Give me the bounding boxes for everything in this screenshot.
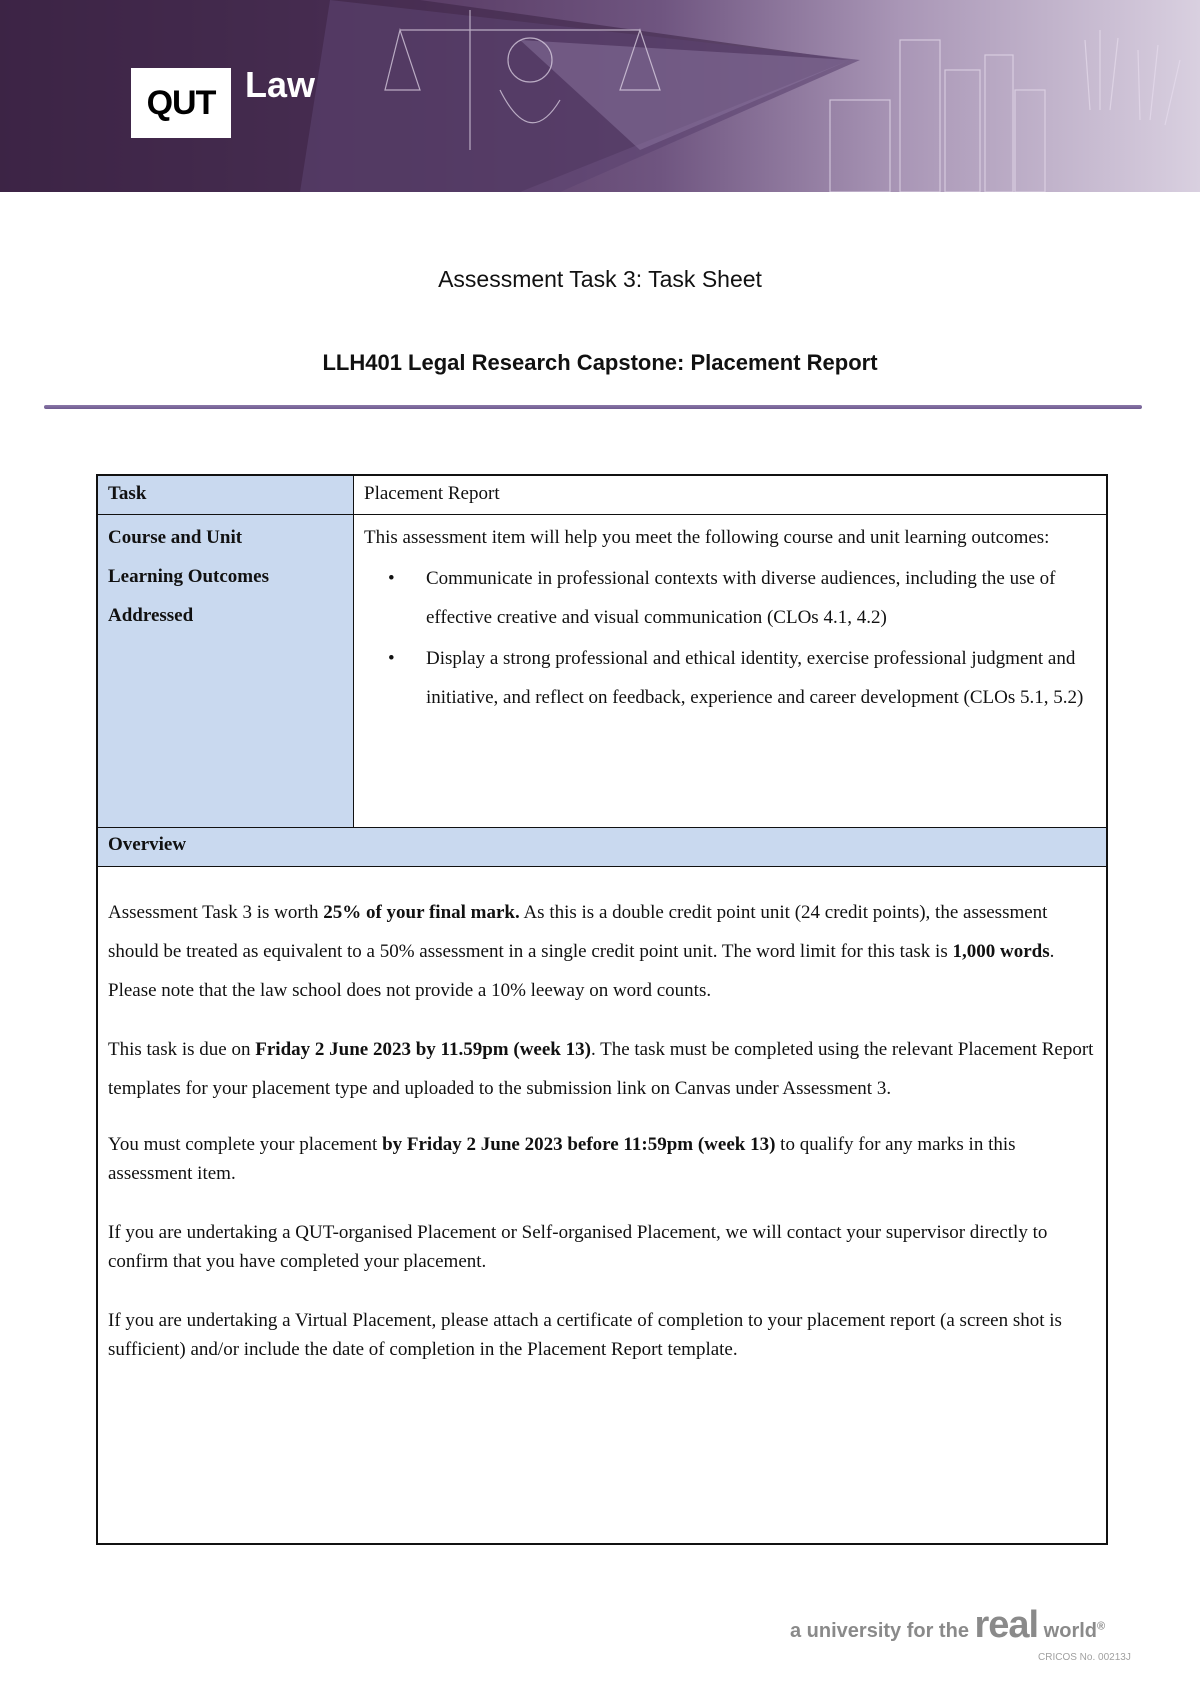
document-title: Assessment Task 3: Task Sheet [438,266,762,292]
unit-title: LLH401 Legal Research Capstone: Placement Report [322,350,878,375]
outcomes-label: Course and Unit Learning Outcomes Addressed [98,515,354,827]
outcome-item: • Communicate in professional contexts with diverse audiences, including the use of effective creative and visual communication (CLOs 4.1, 4.2) [426,559,1096,637]
title-divider [44,405,1142,409]
task-row [98,476,1106,515]
qut-logo: QUT [131,68,231,138]
due-date-paragraph: This task is due on Friday 2 June 2023 by 11.59pm (week 13). The task must be completed using the relevant Placement Report templates for your placement type and uploaded to the submission link on Canvas under Assessment 3. [108,1039,1094,1099]
faculty-name: Law [245,64,316,105]
outcomes-row [98,515,1106,828]
task-label: Task [98,476,354,514]
virtual-placement-paragraph: If you are undertaking a Virtual Placement, please attach a certificate of completion to your placement report (a screen shot is sufficient) and/or include the date of completion in the Placement Report template. [108,1310,1062,1360]
outcomes-content [354,515,1106,827]
completion-paragraph: You must complete your placement by Friday 2 June 2023 before 11:59pm (week 13) to qualify for any marks in this assessment item. [108,1134,1016,1184]
task-value: Placement Report [364,483,500,504]
cricos-number: CRICOS No. 00213J [1038,1652,1131,1663]
outcomes-intro: This assessment item will help you meet the following course and unit learning outcomes: [364,527,1050,548]
header-banner [0,0,1200,192]
university-tagline: a university for the real world® [790,1604,1106,1646]
outcome-item: • Display a strong professional and ethical identity, exercise professional judgment and initiative, and reflect on feedback, experience and career development (CLOs 5.1, 5.2) [426,639,1096,717]
task-table [96,474,1108,1545]
overview-heading: Overview [98,828,1106,867]
weighting-paragraph: Assessment Task 3 is worth 25% of your final mark. As this is a double credit point unit (24 credit points), the assessment should be treated as equivalent to a 50% assessment in a single credit point unit. The word limit for this task is 1,000 words. Please note that the law school does not provide a 10% leeway on word counts. [108,902,1055,1001]
overview-body [98,867,1106,1543]
outcomes-list [364,559,1096,717]
supervisor-paragraph: If you are undertaking a QUT-organised Placement or Self-organised Placement, we will contact your supervisor directly to confirm that you have completed your placement. [108,1222,1048,1272]
